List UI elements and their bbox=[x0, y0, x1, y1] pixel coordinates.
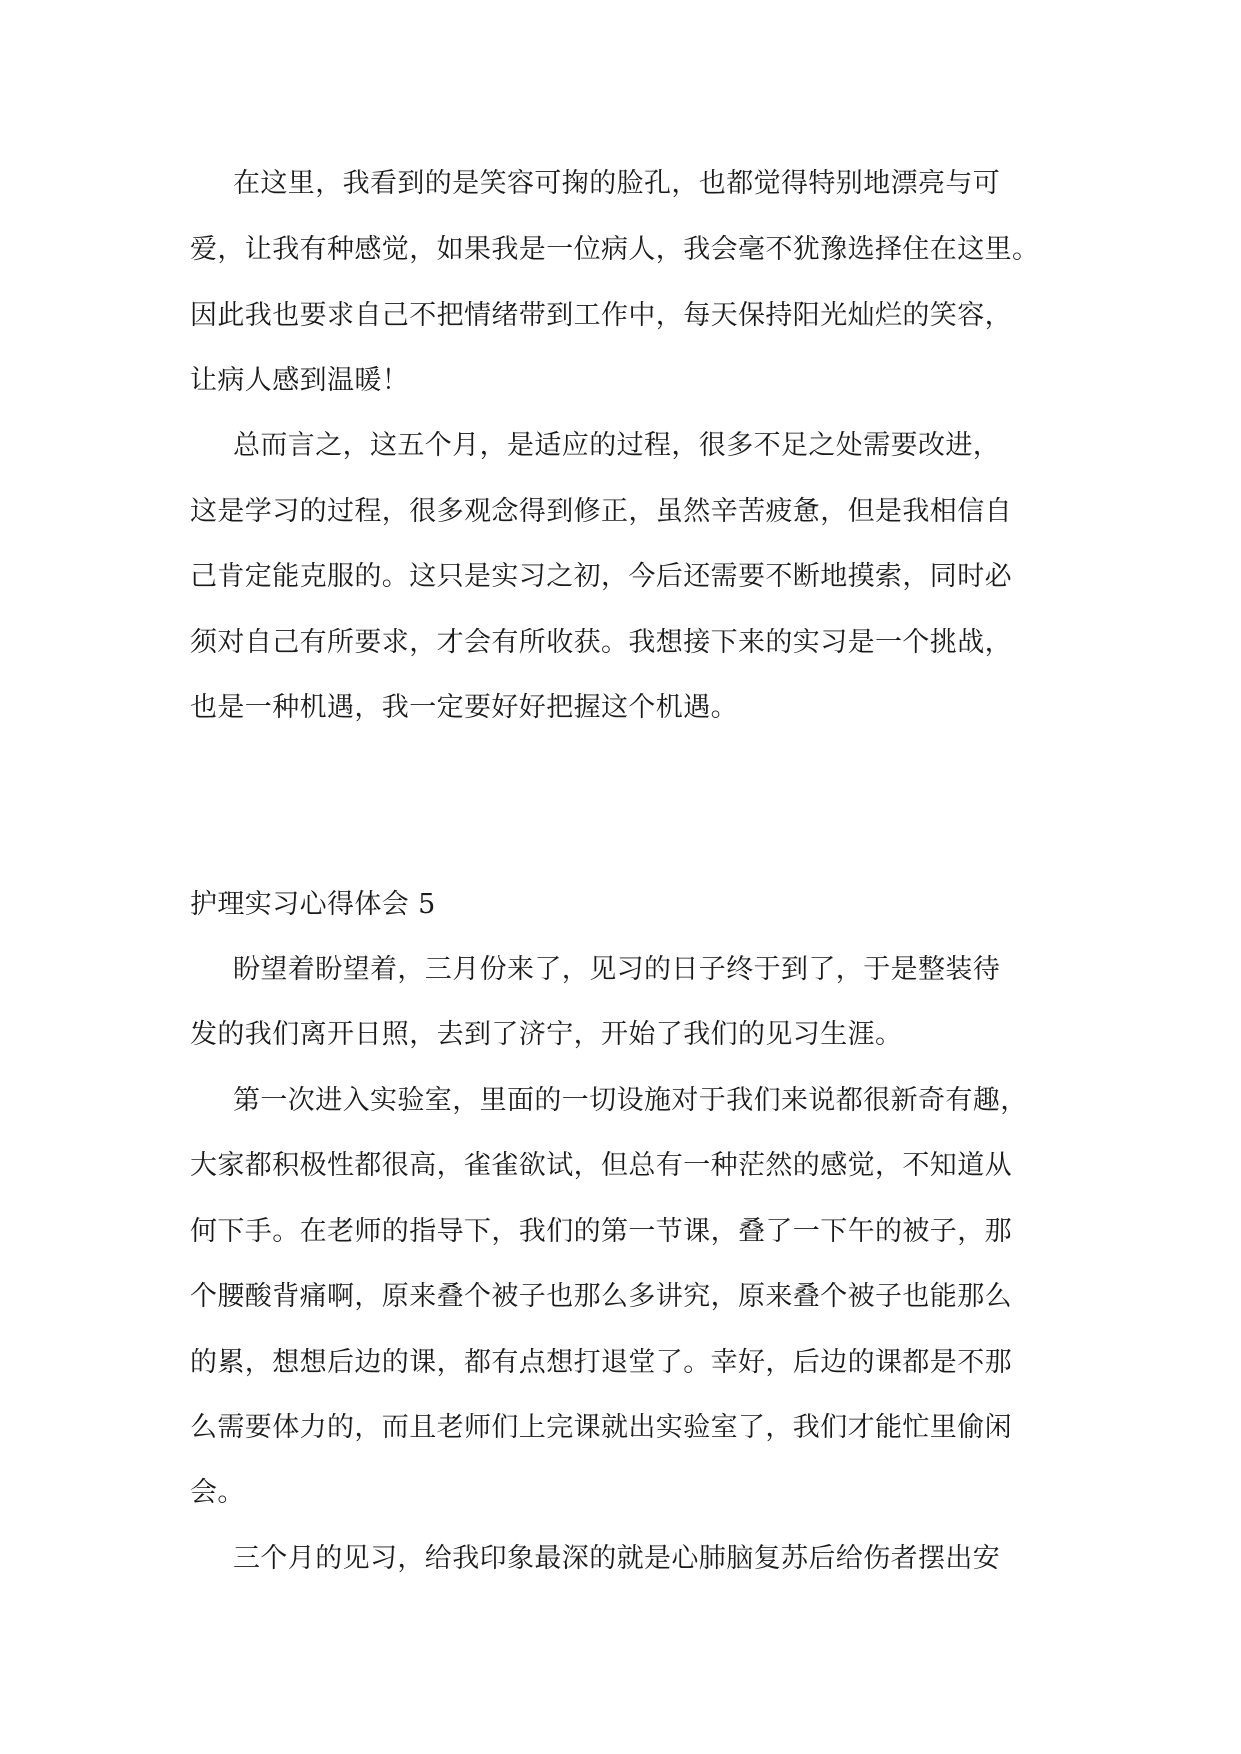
section-title: 护理实习心得体会 5 bbox=[190, 889, 436, 920]
text-line: 在这里，我看到的是笑容可掬的脸孔，也都觉得特别地漂亮与可 bbox=[233, 168, 1001, 199]
text-line: 个腰酸背痛啊，原来叠个被子也那么多讲究，原来叠个被子也能那么 bbox=[190, 1281, 1012, 1312]
text-line: 第一次进入实验室，里面的一切设施对于我们来说都很新奇有趣， bbox=[233, 1085, 1028, 1116]
text-line: 这是学习的过程，很多观念得到修正，虽然辛苦疲惫，但是我相信自 bbox=[190, 496, 1012, 527]
text-line: 么需要体力的，而且老师们上完课就出实验室了，我们才能忙里偷闲 bbox=[190, 1412, 1012, 1443]
text-line: 己肯定能克服的。这只是实习之初，今后还需要不断地摸索，同时必 bbox=[190, 561, 1012, 592]
text-line: 让病人感到温暖！ bbox=[190, 365, 410, 396]
text-line: 三个月的见习，给我印象最深的就是心肺脑复苏后给伤者摆出安 bbox=[233, 1543, 1001, 1574]
text-line: 会。 bbox=[190, 1477, 245, 1508]
text-line: 也是一种机遇，我一定要好好把握这个机遇。 bbox=[190, 692, 738, 723]
text-line: 爱，让我有种感觉，如果我是一位病人，我会毫不犹豫选择住在这里。 bbox=[190, 234, 1040, 265]
text-line: 因此我也要求自己不把情绪带到工作中，每天保持阳光灿烂的笑容， bbox=[190, 300, 1012, 331]
text-line: 须对自己有所要求，才会有所收获。我想接下来的实习是一个挑战， bbox=[190, 627, 1012, 658]
text-line: 总而言之，这五个月，是适应的过程，很多不足之处需要改进， bbox=[233, 430, 1001, 461]
text-line: 的累，想想后边的课，都有点想打退堂了。幸好，后边的课都是不那 bbox=[190, 1347, 1012, 1378]
text-line: 盼望着盼望着，三月份来了，见习的日子终于到了，于是整装待 bbox=[233, 954, 1001, 985]
text-line: 大家都积极性都很高，雀雀欲试，但总有一种茫然的感觉，不知道从 bbox=[190, 1150, 1012, 1181]
text-line: 发的我们离开日照，去到了济宁，开始了我们的见习生涯。 bbox=[190, 1019, 903, 1050]
text-line: 何下手。在老师的指导下，我们的第一节课，叠了一下午的被子，那 bbox=[190, 1216, 1012, 1247]
